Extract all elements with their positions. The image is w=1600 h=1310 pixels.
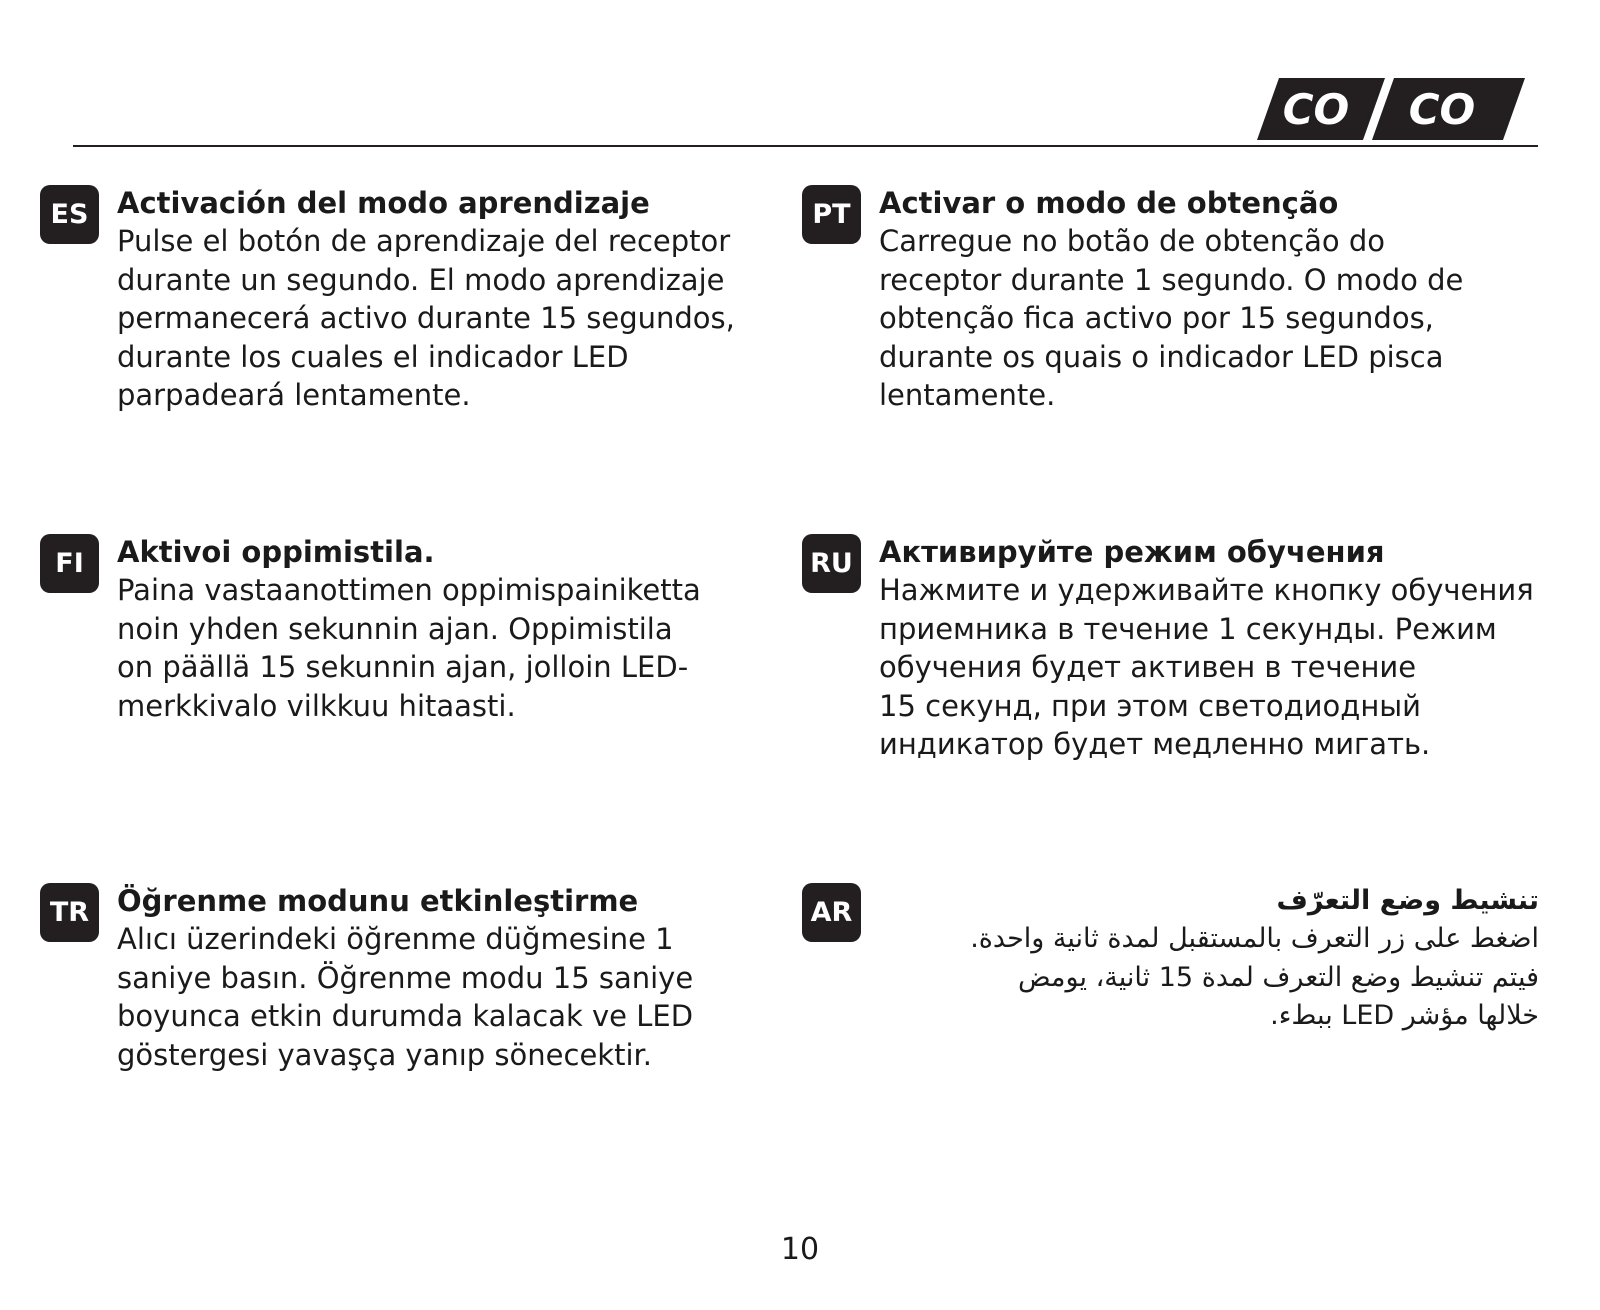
logo-text-left: CO — [1282, 85, 1350, 134]
language-badge-ru: RU — [802, 534, 861, 593]
section-body-ru: Нажмите и удерживайте кнопку обучения приемника в течение 1 секунды. Режим обучения будет активен в течение 15 секунд, при этом светодиодный индикатор будет медленно мигать. — [879, 573, 1534, 761]
section-heading-es: Activación del modo aprendizaje — [117, 186, 650, 220]
header-divider — [73, 145, 1538, 147]
section-heading-tr: Öğrenme modunu etkinleştirme — [117, 884, 639, 918]
language-badge-pt: PT — [802, 185, 861, 244]
page-number: 10 — [780, 1232, 820, 1267]
section-heading-fi: Aktivoi oppimistila. — [117, 535, 435, 569]
coco-logo — [1257, 74, 1527, 144]
language-badge-tr: TR — [40, 883, 99, 942]
section-body-es: Pulse el botón de aprendizaje del receptor durante un segundo. El modo aprendizaje permanecerá activo durante 15 segundos, durante los cuales el indicador LED parpadeará lentamente. — [117, 224, 735, 412]
logo-text-right: CO — [1408, 85, 1476, 134]
language-badge-es: ES — [40, 185, 99, 244]
language-badge-ar: AR — [802, 883, 861, 942]
section-heading-ar: تنشيط وضع التعرّف — [1276, 885, 1539, 916]
section-body-fi: Paina vastaanottimen oppimispainiketta noin yhden sekunnin ajan. Oppimistila on päällä 15 sekunnin ajan, jolloin LED- merkkivalo vilkkuu hitaasti. — [117, 573, 701, 723]
section-heading-ru: Активируйте режим обучения — [879, 535, 1385, 569]
language-badge-fi: FI — [40, 534, 99, 593]
section-heading-pt: Activar o modo de obtenção — [879, 186, 1339, 220]
section-body-ar: اضغط على زر التعرف بالمستقبل لمدة ثانية واحدة. فيتم تنشيط وضع التعرف لمدة 15 ثانية، يومض خلالها مؤشر LED ببطء. — [970, 923, 1539, 1031]
section-body-pt: Carregue no botão de obtenção do receptor durante 1 segundo. O modo de obtenção fica activo por 15 segundos, durante os quais o indicador LED pisca lentamente. — [879, 224, 1464, 412]
section-body-tr: Alıcı üzerindeki öğrenme düğmesine 1 saniye basın. Öğrenme modu 15 saniye boyunca etkin durumda kalacak ve LED göstergesi yavaşça yanıp sönecektir. — [117, 922, 694, 1072]
